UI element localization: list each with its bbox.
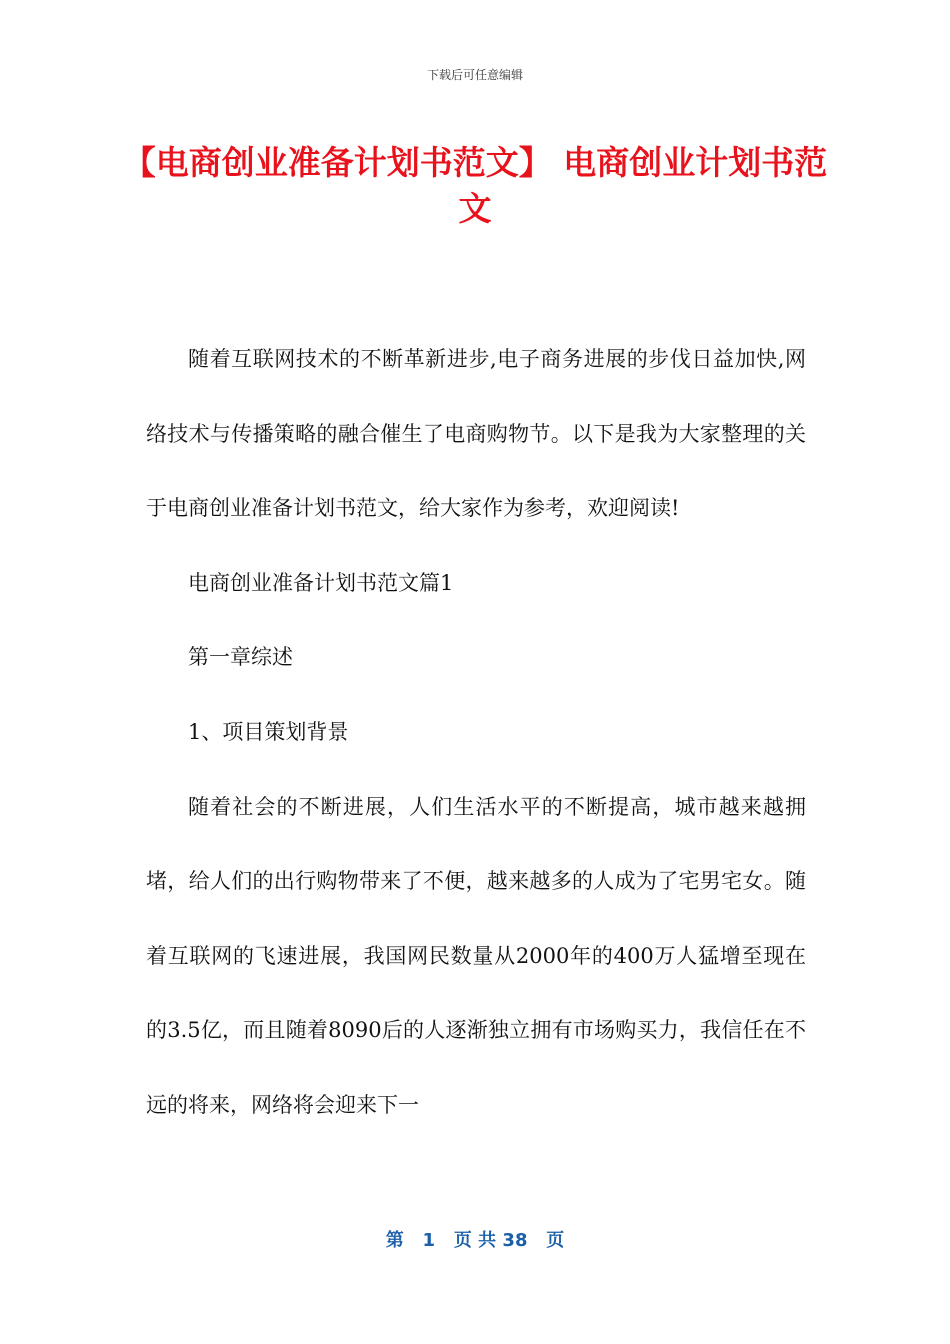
subsection-heading: 1、项目策划背景 [188, 719, 349, 744]
total-pages-number: 38 [502, 1230, 528, 1251]
chapter-heading: 第一章综述 [188, 645, 293, 670]
document-title: 【电商创业准备计划书范文】 电商创业计划书范文 [122, 143, 828, 228]
footer-middle: 页 共 [453, 1230, 497, 1251]
intro-paragraph: 随着互联网技术的不断革新进步,电子商务进展的步伐日益加快,网络技术与传播策略的融合催生了电商购物节。以下是我为大家整理的关于电商创业准备计划书范文，给大家作为参考，欢迎阅读! [146, 347, 806, 521]
page-number-footer [0, 1226, 950, 1252]
footer-prefix: 第 [385, 1230, 404, 1251]
footer-suffix: 页 [546, 1230, 565, 1251]
body-paragraph: 随着社会的不断进展，人们生活水平的不断提高，城市越来越拥堵，给人们的出行购物带来了不便，越来越多的人成为了宅男宅女。随着互联网的飞速进展，我国网民数量从2000年的400万人猛增至现在的3.5亿，而且随着8090后的人逐渐独立拥有市场购买力，我信任在不远的将来，网络将会迎来下一 [146, 794, 806, 1117]
section-heading: 电商创业准备计划书范文篇1 [188, 570, 454, 595]
current-page-number: 1 [422, 1230, 436, 1251]
header-note: 下载后可任意编辑 [426, 68, 523, 82]
document-body [146, 322, 806, 1143]
